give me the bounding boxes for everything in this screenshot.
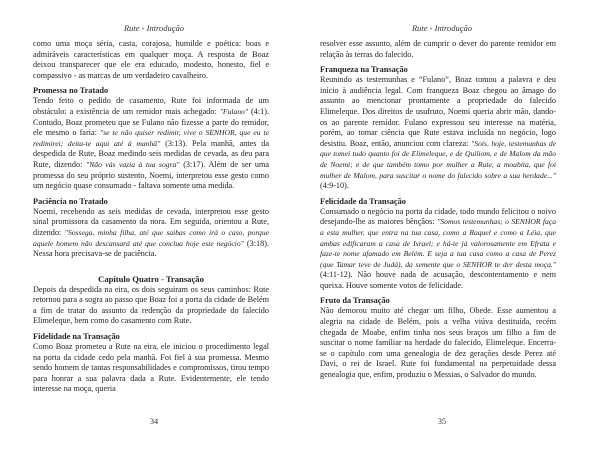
scripture-quote: "Somos testemunhas; o SENHOR faça a esta mulher, que entra na tua casa, como a Raquel e como a Léia, que ambas edificaram a casa de Israel; e há-te já valorosamente em Efrata e faze-te nome afamado em Belém. E seja a tua casa como a casa de Perez (que Tamar teve de Judá), da semente que o SENHOR te der desta moça." — [320, 217, 556, 269]
scripture-quote: "Sois, hoje, testemunhas de que tomei tudo quanto foi de Elimeleque, e de Quiliom, e de Malom da mão de Noemi; e de que também tomo por mulher a Rute, a moabita, que foi mulher de Malom, para suscitar o nome do falecido sobre a sua herdade..." — [320, 138, 556, 180]
paragraph-text: (4:9-10). — [320, 181, 349, 191]
page-body — [320, 39, 556, 381]
section-heading: Fidelidade na Transação — [33, 332, 120, 342]
paragraph-text: Não demorou muito até chegar um filho, Obede. Esse aumentou a alegria na cidade de Belém, pois a velha viúva destituída, recém chegada de Moabe, enfim tinha nos seus braços um filho a fim de suscitar o nome familiar na herdade do falecido, Elimeleque. Encerra-se o capítulo com uma genealogia de dez gerações desde Perez até Davi, o rei de Israel. Rute foi fundamental na perpetuidade dessa genealogia que, enfim, produziu o Messias, o Salvador do mundo. — [320, 306, 556, 380]
paragraph-text: Tendo feito o pedido de casamento, Rute foi informada de um obstáculo: a existência de um remidor mais achegado: — [33, 96, 269, 116]
section-paragraph — [320, 207, 556, 292]
section-heading: Fruto da Transação — [320, 296, 390, 306]
scripture-quote: "Não vás vazia à tua sogra" — [86, 159, 180, 169]
running-head: Rute - Introdução — [123, 23, 185, 33]
section-heading: Felicidade da Transação — [320, 196, 406, 206]
paragraph-text: Noemi, recebendo as seis medidas de cevada, interpretou esse gesto sinal promissora da casamento da nora. Em seguida, orientou a Rute, dizendo: — [33, 206, 269, 237]
page-number: 35 — [437, 417, 447, 426]
paragraph-text: (4:1). Contudo, Boaz prometeu que se Fulano não fizesse a parte do remidor, ele mesmo o faria: — [33, 106, 270, 138]
section-heading: Franqueza na Transação — [320, 65, 408, 75]
chapter-intro: Depois da despedida na eira, os dois seguiram os seus caminhos: Rute retornou para a sogra ao passo que Boaz foi a porta da cidade de Belém a fim de tratar do assunto da redenção da propriedade do falecido Elimeleque, bem como do casamento com Rute. — [33, 284, 269, 326]
running-head: Rute - Introdução — [411, 23, 473, 33]
section-paragraph — [320, 75, 556, 192]
scripture-quote: "Sossega, minha filha, até que saibas como irá o caso, porque aquele homem não descansará até que conclua hoje este negócio" — [33, 227, 269, 248]
paragraph-text: (4:11-12). Não houve nada de acusação, descontentamento e nem queixa. Houve somente votos de felicidade. — [320, 270, 556, 290]
intro-paragraph: como uma moça séria, casta, corajosa, humilde e poética: boas e admiráveis características em qualquer moça. A resposta de Boaz deixou transparecer que ele era educado, modesto, honesto, fiel e compassivo - as marcas de um verdadeiro cavalheiro. — [33, 39, 269, 80]
section-paragraph — [320, 306, 556, 380]
section-heading: Paciência no Tratado — [33, 196, 108, 206]
paragraph-text: Reunindo as testemunhas e “Fulano”, Boaz tomou a palavra e deu início à audiência legal. Com franqueza Boaz chegou ao âmago do assunto ao mencionar prontamente a propriedade do falecido Elimeleque. Dos direitos de usufruto, Noemi queria abrir mão, dando-os ao parente remidor. Fulano expressou seu interesse na matéria, porém, ao tomar ciência que Rute estava incluída no negócio, logo desistiu. Boaz, então, anunciou com clareza: — [320, 75, 556, 148]
paragraph-text: (3:17). Além de ser uma promessa do seu próprio sustento, Noemi, interpretou esse gesto como um negócio quase consumado - faltava somente uma medida. — [33, 159, 269, 191]
section-paragraph: Como Boaz prometeu a Rute na eira, ele iniciou o procedimento legal na porta da cidade cedo pela manhã. Foi fiel à sua promessa. Mesmo sendo homem de tantas responsabilidades e compromissos, tirou tempo para honrar a sua palavra dada a Rute. Evidentemente, ele tendo interesse na moça, queria — [33, 342, 269, 394]
section-paragraph — [33, 207, 269, 260]
page-number: 34 — [149, 417, 159, 426]
scripture-quote: "se te não quiser redimir, vive o SENHOR, que eu te redimirei; deita-te aqui até à manhã" — [33, 128, 269, 148]
paragraph-text: Consumado o negócio na porta da cidade, todo mundo felicitou o noivo desejando-lhe as maiores bênçãos: — [320, 206, 556, 227]
page-body — [33, 39, 269, 395]
paragraph-text: (3:13). Pela manhã, antes da despedida de Rute, Boaz medindo seis medidas de cevada, as deu para Rute, dizendo: — [33, 138, 269, 169]
intro-paragraph: resolver esse assunto, além de cumprir o dever do parente remidor em relação às terras do falecido. — [320, 39, 556, 59]
section-paragraph — [33, 96, 269, 191]
scripture-quote: "Fulano" — [219, 106, 249, 116]
section-heading: Promessa no Tratado — [33, 86, 109, 96]
paragraph-text: (3:18). Nessa hora precisava-se de paciência. — [33, 238, 269, 259]
chapter-title: Capítulo Quatro - Transação — [98, 273, 204, 284]
right-page — [300, 0, 600, 450]
